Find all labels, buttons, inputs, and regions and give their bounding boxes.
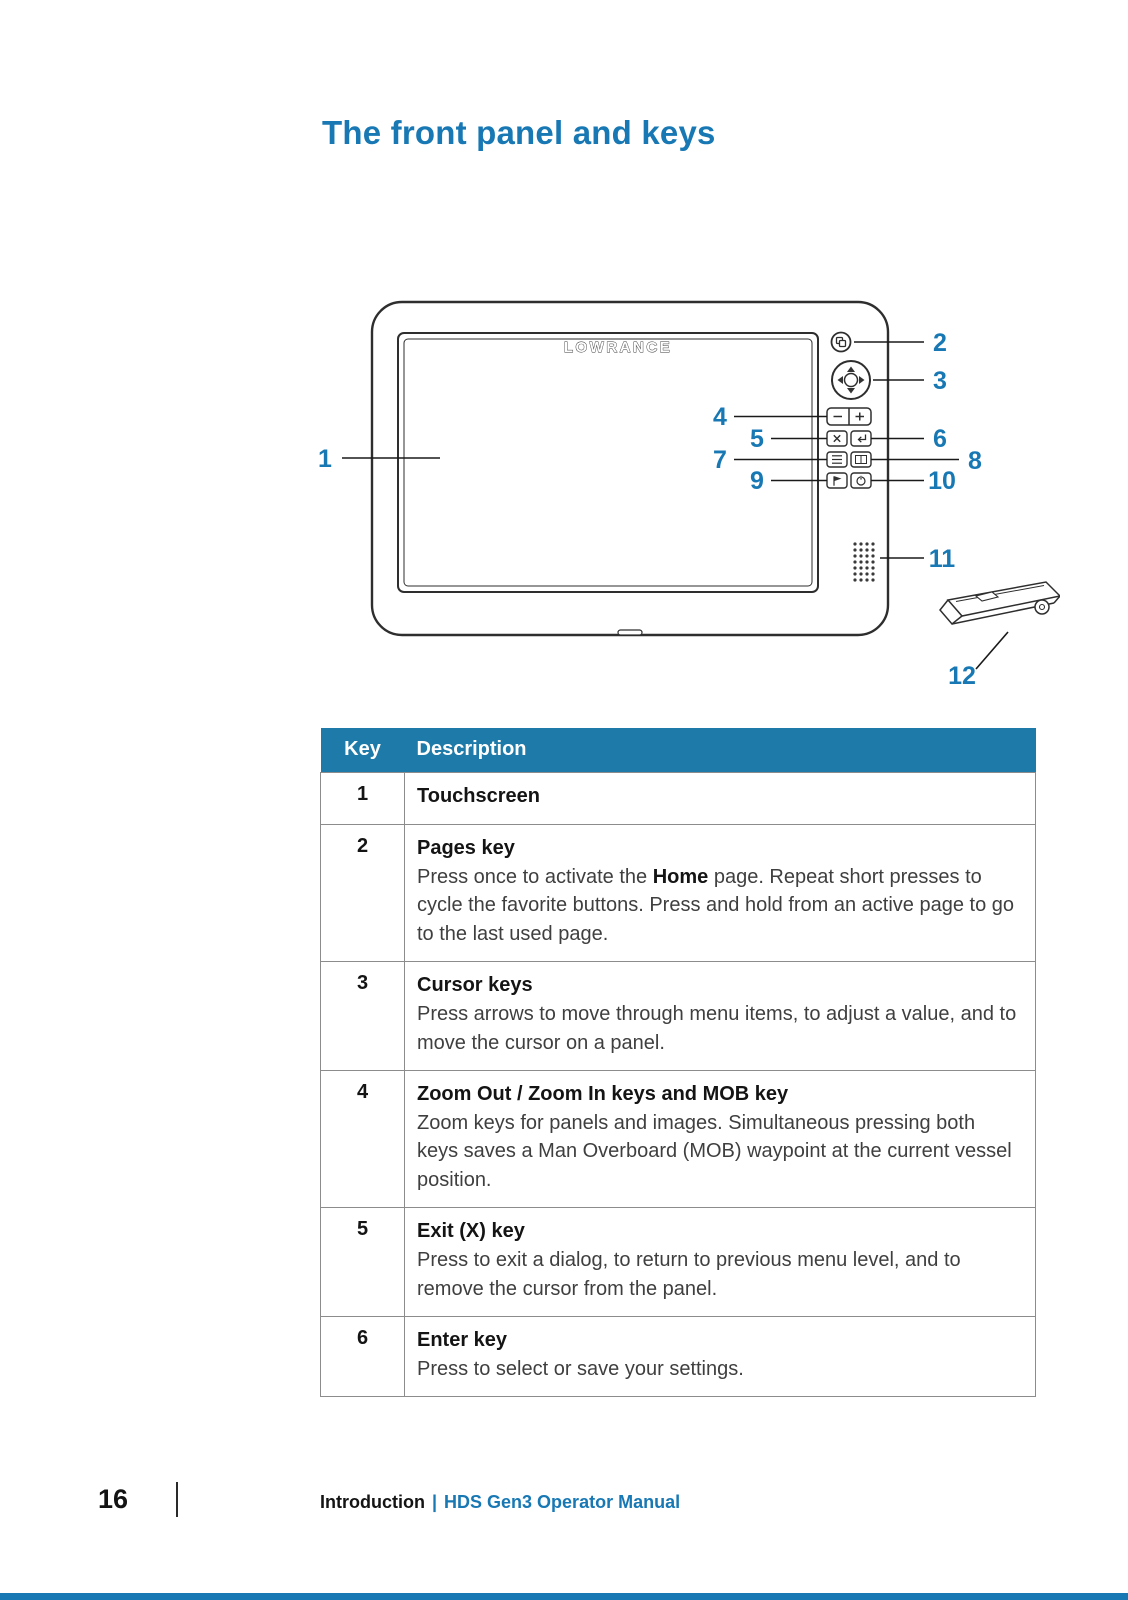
key-number: 2 (321, 825, 405, 962)
table-header-description: Description (405, 728, 1036, 773)
key-description: Press arrows to move through menu items, to adjust a value, and to move the cursor on a panel. (417, 1003, 1017, 1054)
callout-number-2: 2 (933, 329, 947, 357)
key-description: Zoom keys for panels and images. Simultaneous pressing both keys saves a Man Overboard (MOB) waypoint at the current vessel position. (417, 1111, 1012, 1191)
bottom-accent-bar (0, 1593, 1128, 1600)
footer-section: Introduction (320, 1492, 425, 1512)
key-title: Cursor keys (417, 974, 533, 997)
footer-separator: | (431, 1492, 438, 1512)
callout-number-12: 12 (948, 662, 976, 690)
key-number: 1 (321, 773, 405, 825)
callout-number-5: 5 (750, 425, 764, 453)
table-row (321, 1070, 1036, 1207)
callout-line-12 (976, 632, 1008, 669)
callout-number-10: 10 (928, 467, 956, 495)
callout-number-1: 1 (318, 445, 332, 473)
callout-number-6: 6 (933, 425, 947, 453)
table-row (321, 1316, 1036, 1396)
callout-number-9: 9 (750, 467, 764, 495)
footer-divider-rule (176, 1482, 178, 1517)
key-title: Zoom Out / Zoom In keys and MOB key (417, 1082, 789, 1105)
page-title: The front panel and keys (322, 114, 716, 151)
desc-text-pre: Press once to activate the (417, 866, 653, 888)
callout-number-3: 3 (933, 367, 947, 395)
key-title: Enter key (417, 1328, 508, 1351)
home-emphasis: Home (652, 866, 709, 888)
key-number: 5 (321, 1208, 405, 1317)
callout-number-4: 4 (713, 403, 727, 431)
page-number: 16 (98, 1484, 129, 1514)
front-panel-diagram (300, 280, 1060, 700)
table-row (321, 962, 1036, 1071)
card-reader-icon (940, 582, 1060, 624)
callout-number-11: 11 (928, 545, 956, 573)
key-description (417, 863, 1021, 948)
key-title: Exit (X) key (417, 1220, 525, 1243)
desc-text-post: page. Repeat short presses to cycle the favorite buttons. Press and hold from an active page to go to the last used page. (417, 866, 1015, 945)
key-description: Press to select or save your settings. (417, 1357, 744, 1380)
key-title: Pages key (417, 837, 515, 859)
key-description-table (320, 728, 1036, 1397)
callout-number-8: 8 (968, 447, 982, 475)
front-panel-illustration (300, 280, 1060, 700)
key-number: 3 (321, 962, 405, 1071)
table-header-row (321, 728, 1036, 773)
footer (320, 1492, 680, 1513)
key-title: Touchscreen (417, 785, 540, 807)
callout-number-7: 7 (713, 446, 727, 474)
key-description: Press to exit a dialog, to return to previous menu level, and to remove the cursor from the panel. (417, 1249, 961, 1300)
key-number: 6 (321, 1316, 405, 1396)
table-row (321, 773, 1036, 825)
table-row (321, 1208, 1036, 1317)
lowrance-logo: LOWRANCE (563, 339, 673, 356)
table-row (321, 825, 1036, 962)
footer-manual-title: HDS Gen3 Operator Manual (444, 1492, 681, 1512)
key-number: 4 (321, 1070, 405, 1207)
table-header-key: Key (321, 728, 405, 773)
